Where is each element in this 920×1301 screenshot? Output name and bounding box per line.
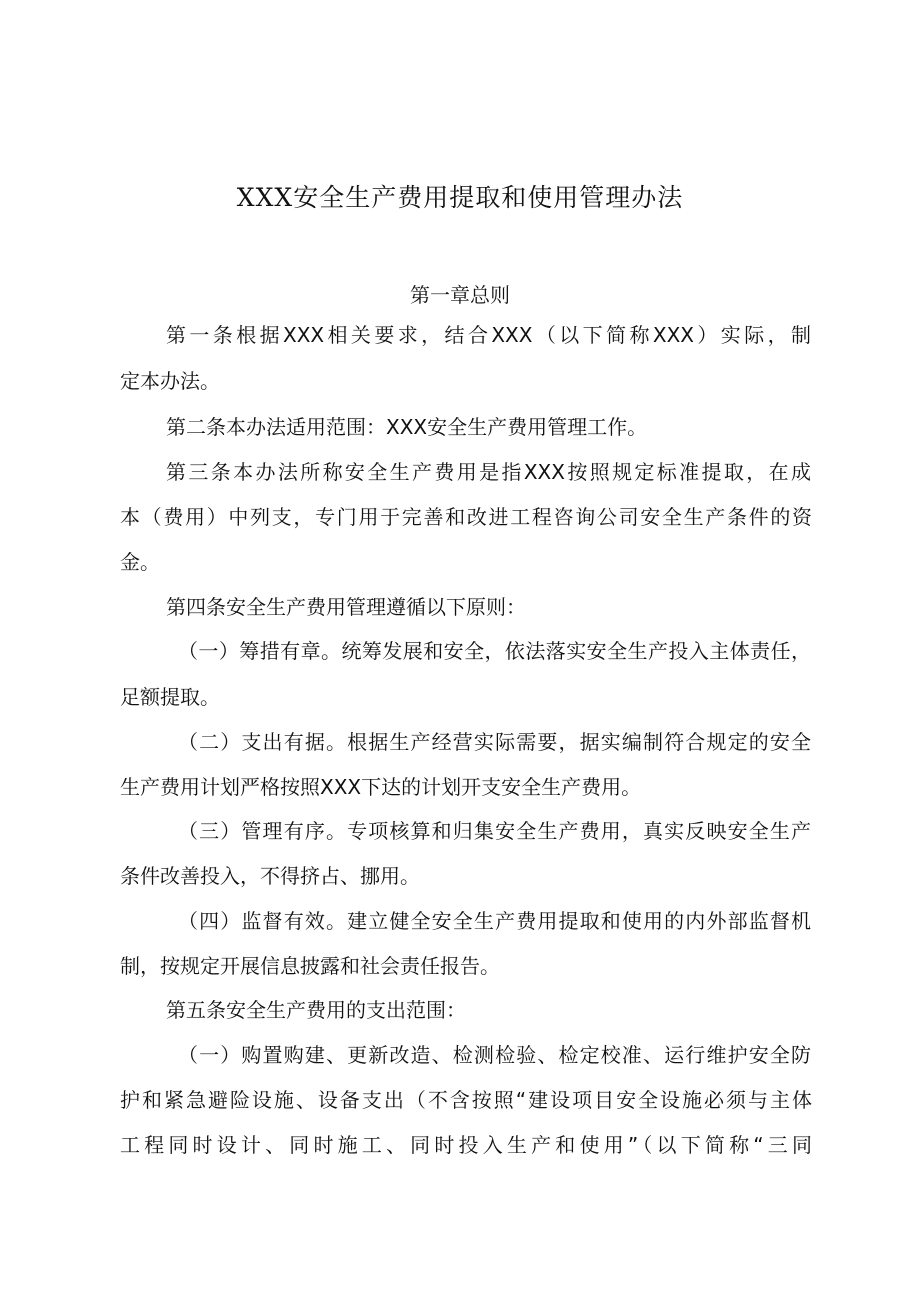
article-3-line-3: 金。 — [120, 550, 160, 574]
chapter-heading: 第一章总则 — [410, 283, 510, 307]
article-4-line-1: 第四条安全生产费用管理遵循以下原则： — [166, 595, 526, 619]
principle-1-line-2: 足额提取。 — [120, 685, 220, 709]
principle-4-line-2: 制，按规定开展信息披露和社会责任报告。 — [120, 954, 500, 978]
article-2-line-1: 第二条本办法适用范围：XXX安全生产费用管理工作。 — [166, 415, 648, 439]
scope-1-line-3: 工程同时设计、同时施工、同时投入生产和使用”（以下简称“三同 — [120, 1133, 812, 1157]
article-5-line-1: 第五条安全生产费用的支出范围： — [166, 998, 466, 1022]
article-3-line-1: 第三条本办法所称安全生产费用是指XXX按照规定标准提取，在成 — [166, 460, 811, 484]
principle-2-line-1: （二）支出有据。根据生产经营实际需要，据实编制符合规定的安全 — [178, 730, 811, 754]
document-title: XXX安全生产费用提取和使用管理办法 — [236, 183, 684, 212]
article-3-line-2: 本（费用）中列支，专门用于完善和改进工程咨询公司安全生产条件的资 — [120, 505, 812, 529]
principle-4-line-1: （四）监督有效。建立健全安全生产费用提取和使用的内外部监督机 — [178, 909, 811, 933]
principle-3-line-1: （三）管理有序。专项核算和归集安全生产费用，真实反映安全生产 — [178, 819, 811, 843]
article-1-line-2: 定本办法。 — [120, 369, 220, 393]
principle-2-line-2: 生产费用计划严格按照XXX下达的计划开支安全生产费用。 — [120, 775, 642, 799]
principle-1-line-1: （一）筹措有章。统筹发展和安全，依法落实安全生产投入主体责任， — [178, 639, 811, 663]
principle-3-line-2: 条件改善投入，不得挤占、挪用。 — [120, 864, 420, 888]
scope-1-line-1: （一）购置购建、更新改造、检测检验、检定校准、运行维护安全防 — [178, 1043, 811, 1067]
scope-1-line-2: 护和紧急避险设施、设备支出（不含按照“建设项目安全设施必须与主体 — [120, 1088, 812, 1112]
article-1-line-1: 第一条根据XXX相关要求，结合XXX（以下简称XXX）实际，制 — [166, 323, 811, 347]
